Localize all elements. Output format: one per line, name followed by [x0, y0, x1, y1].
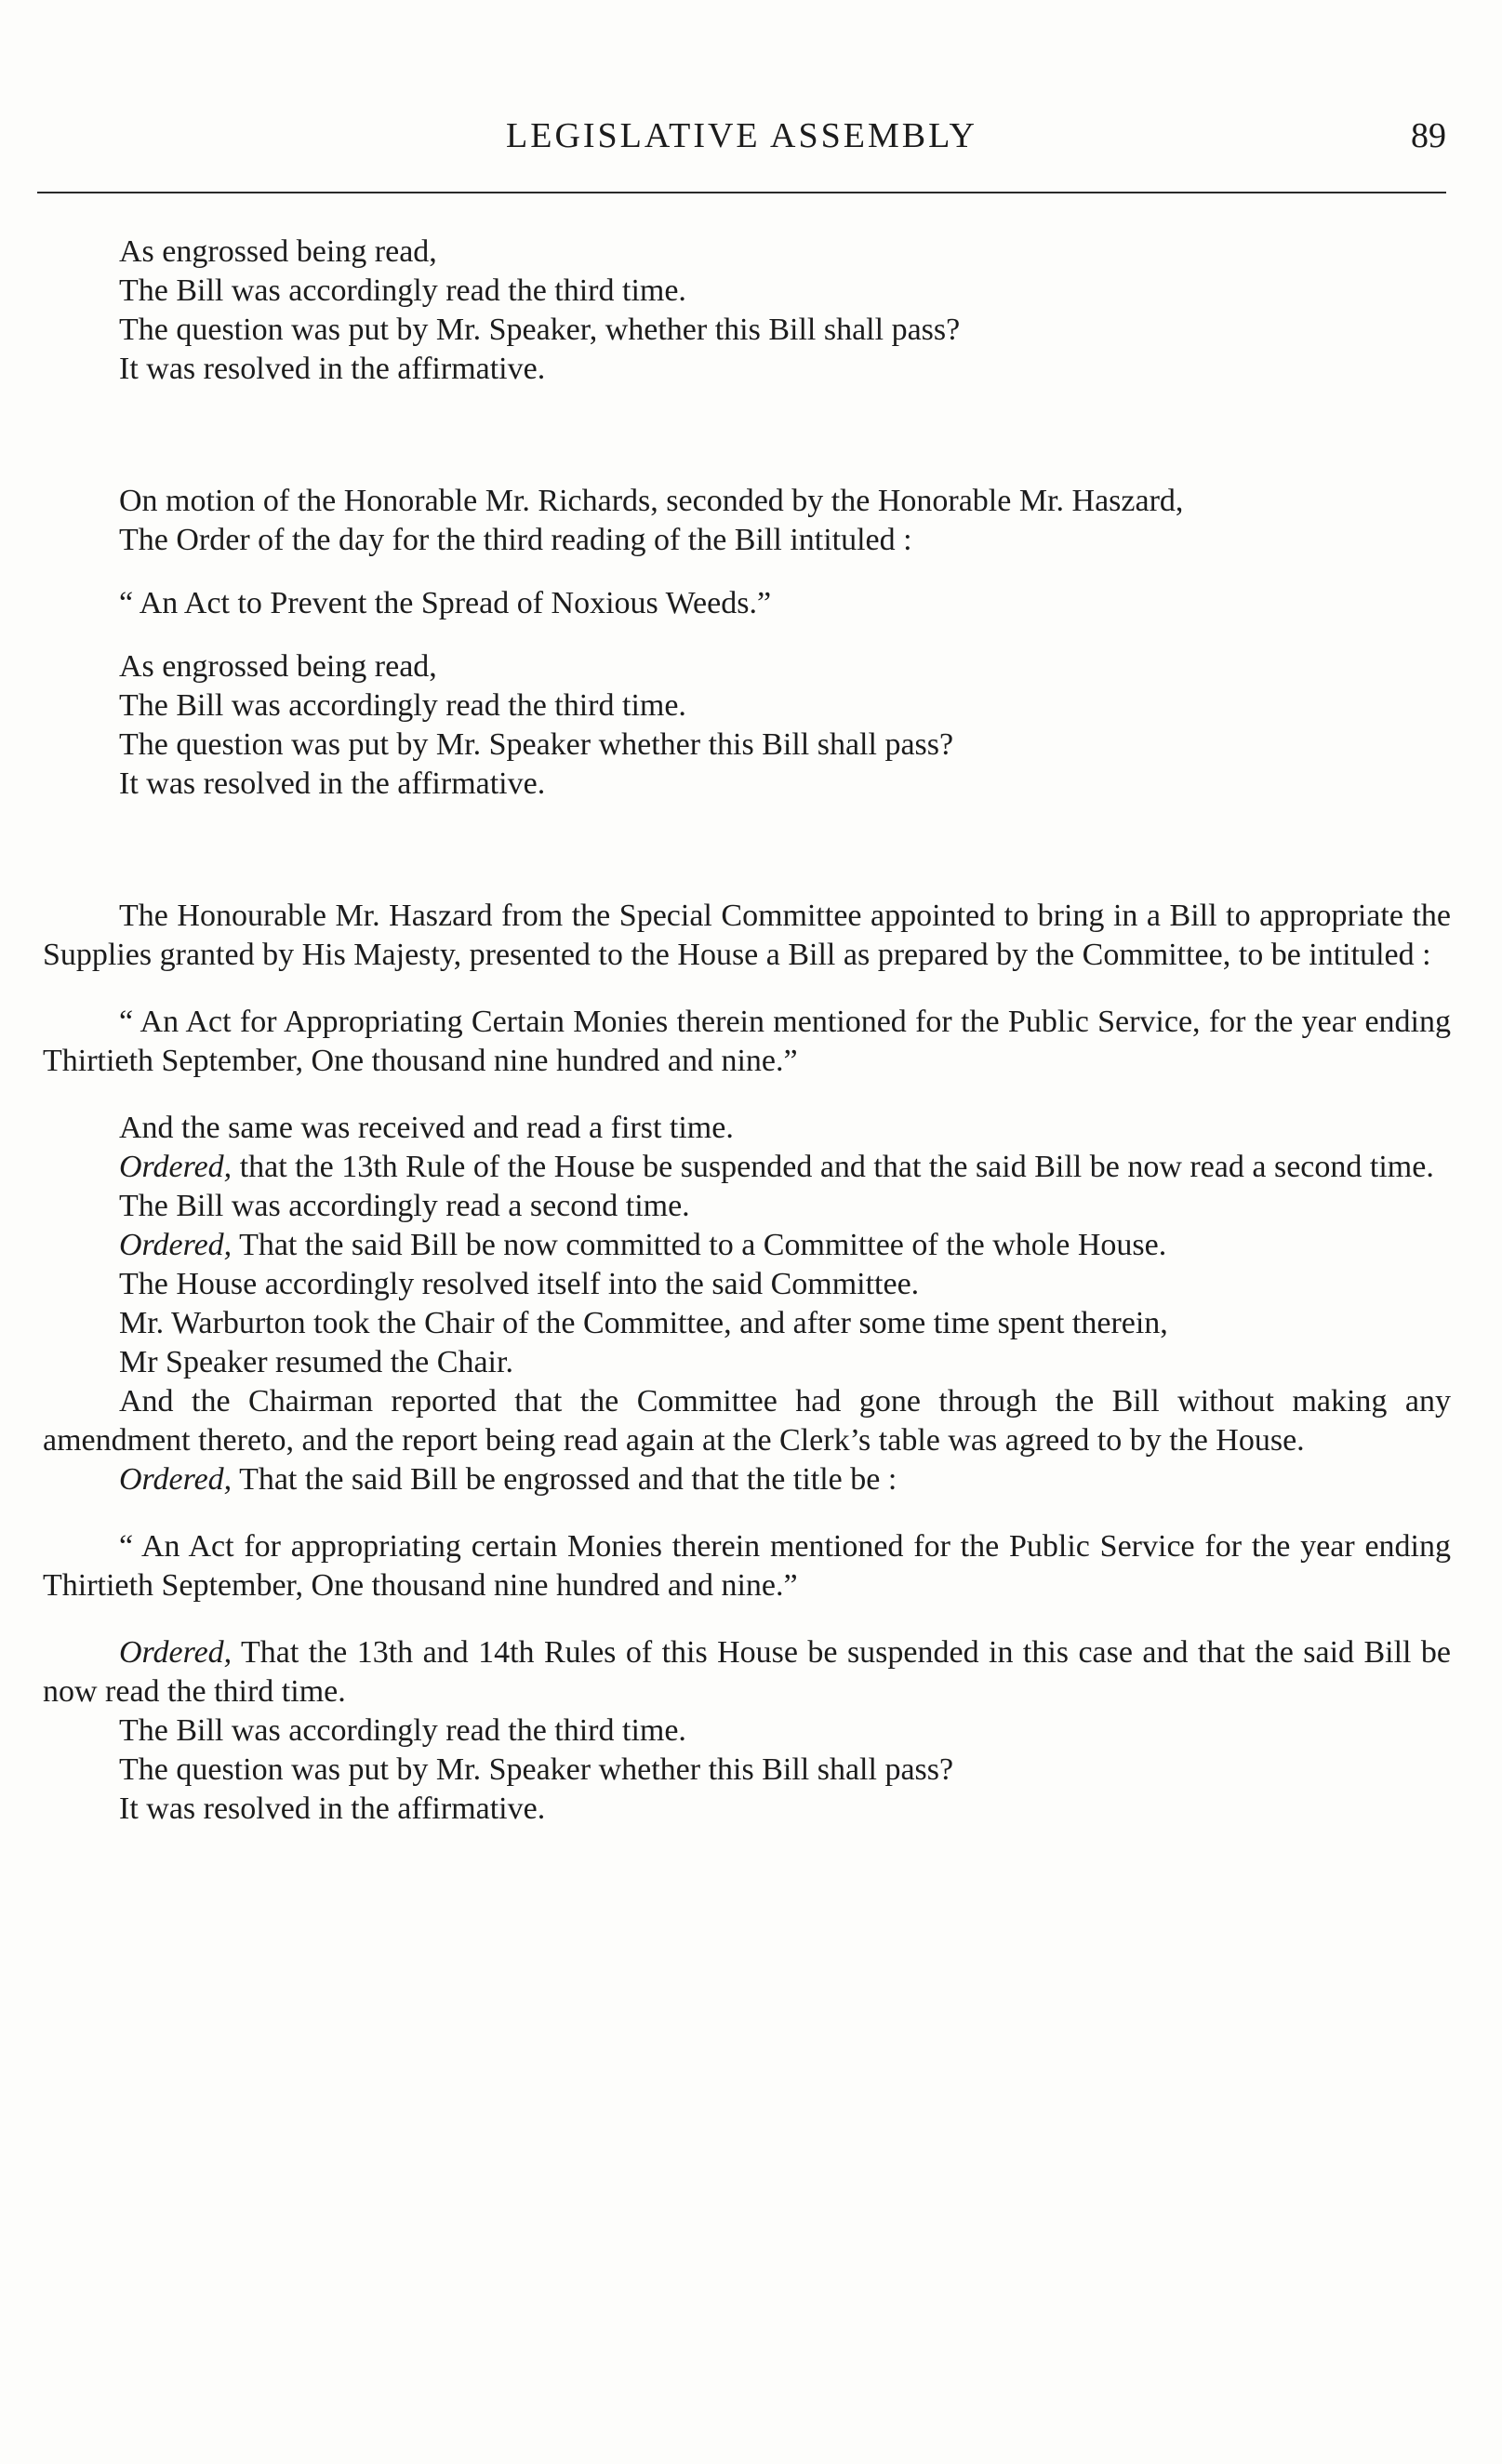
ordered-label: Ordered,	[119, 1228, 233, 1262]
paragraph-chairman-reported: And the Chairman reported that the Committee had gone through the Bill without making any amendment thereto, and the report being read again at the Clerk’s table was agreed to by the House.	[43, 1384, 1451, 1458]
paragraph-second-reading: The Bill was accordingly read a second time.	[119, 1189, 690, 1223]
section-noxious-weeds-bill	[43, 482, 1451, 804]
section-supply-bill	[43, 897, 1451, 1829]
paragraph-first-reading: And the same was received and read a first time.	[119, 1111, 734, 1145]
bill-title-quote: “ An Act to Prevent the Spread of Noxious Weeds.”	[119, 586, 772, 620]
ordered-text: That the said Bill be now committed to a Committee of the whole House.	[232, 1228, 1167, 1262]
paragraph-affirmative: It was resolved in the affirmative.	[119, 766, 546, 801]
paragraph-chair-taken: Mr. Warburton took the Chair of the Committee, and after some time spent therein,	[119, 1306, 1168, 1340]
section-first-bill-conclusion	[43, 233, 1451, 389]
paragraph-affirmative: It was resolved in the affirmative.	[119, 1791, 546, 1826]
page-body	[43, 233, 1451, 1829]
paragraph-question: The question was put by Mr. Speaker, whether this Bill shall pass?	[119, 313, 961, 347]
paragraph-ordered-engrossed	[43, 1460, 1451, 1499]
running-header	[37, 115, 1446, 162]
paragraph-third-reading: The Bill was accordingly read the third time.	[119, 688, 686, 723]
paragraph-ordered-committee	[43, 1226, 1451, 1265]
section-spacer	[43, 804, 1451, 897]
paragraph-third-reading: The Bill was accordingly read the third time.	[119, 273, 686, 308]
paragraph-question: The question was put by Mr. Speaker whether this Bill shall pass?	[119, 727, 954, 762]
paragraph-motion: On motion of the Honorable Mr. Richards, seconded by the Honorable Mr. Haszard,	[119, 484, 1184, 518]
paragraph-ordered-suspend-rule	[43, 1148, 1451, 1187]
paragraph-affirmative: It was resolved in the affirmative.	[119, 352, 546, 386]
paragraph-order-of-day: The Order of the day for the third reading of the Bill intituled :	[119, 523, 912, 557]
ordered-text: That the 13th and 14th Rules of this House be suspended in this case and that the said Bill be now read the third time.	[43, 1635, 1451, 1709]
paragraph-speaker-resumed: Mr Speaker resumed the Chair.	[119, 1345, 513, 1379]
bill-title-quote: “ An Act for appropriating certain Monies therein mentioned for the Public Service for the year ending Thirtieth September, One thousand nine hundred and nine.”	[43, 1529, 1451, 1603]
ordered-text: that the 13th Rule of the House be suspended and that the said Bill be now read a second time.	[232, 1150, 1434, 1184]
paragraph-committee-intro: The Honourable Mr. Haszard from the Special Committee appointed to bring in a Bill to appropriate the Supplies granted by His Majesty, presented to the House a Bill as prepared by the Committee, to be intituled :	[43, 899, 1451, 972]
ordered-label: Ordered,	[119, 1462, 233, 1497]
bill-title-quote: “ An Act for Appropriating Certain Monies therein mentioned for the Public Service, for the year ending Thirtieth September, One thousand nine hundred and nine.”	[43, 1005, 1451, 1078]
ordered-text: That the said Bill be engrossed and that the title be :	[232, 1462, 897, 1497]
paragraph-engrossed: As engrossed being read,	[119, 234, 437, 269]
paragraph-engrossed: As engrossed being read,	[119, 649, 437, 684]
paragraph-question: The question was put by Mr. Speaker whether this Bill shall pass?	[119, 1752, 954, 1787]
paragraph-house-resolved: The House accordingly resolved itself into the said Committee.	[119, 1267, 920, 1301]
paragraph-ordered-third-reading	[43, 1633, 1451, 1711]
paragraph-third-reading: The Bill was accordingly read the third time.	[119, 1713, 686, 1748]
ordered-label: Ordered,	[119, 1150, 233, 1184]
page-number: 89	[1411, 116, 1446, 155]
header-rule	[37, 192, 1446, 193]
section-spacer	[43, 389, 1451, 482]
ordered-label: Ordered,	[119, 1635, 233, 1670]
header-title: LEGISLATIVE ASSEMBLY	[506, 116, 977, 155]
